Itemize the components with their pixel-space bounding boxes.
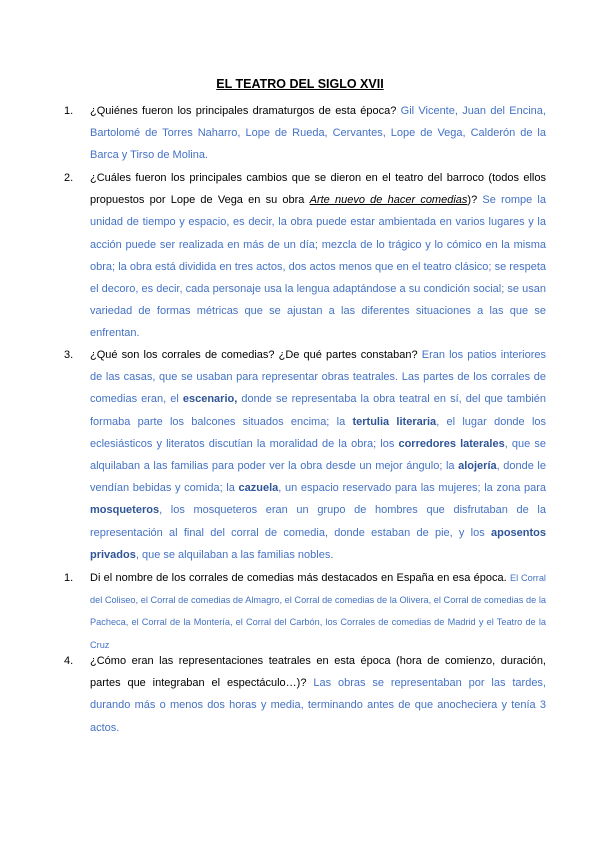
answer-part: Eran los patios interiores de las casas, que se usaban para representar obras teatrales. Las partes de los corrales de comedias eran, el — [90, 349, 547, 406]
question-text: ¿Qué son los corrales de comedias? ¿De qué partes constaban? — [90, 349, 418, 361]
question-body — [90, 650, 546, 739]
answer-text: Las obras se representaban por las tardes, durando más o menos dos horas y media, terminando antes de que anocheciera y tenía 3 actos. — [90, 677, 546, 734]
page-title: EL TEATRO DEL SIGLO XVII — [216, 77, 384, 91]
answer-text: El Corral del Coliseo, el Corral de comedias de Almagro, el Corral de comedias de la Olivera, el Corral de comedias de la Pacheca, el Corral de la Montería, el Corral del Carbón, los Corrales de comedias de Madrid y el Teatro de la Cruz — [90, 573, 546, 650]
term-escenario: escenario, — [182, 393, 238, 406]
question-number: 3. — [64, 349, 74, 361]
question-body — [90, 567, 546, 656]
question-item — [64, 167, 546, 345]
question-text-end: )? — [467, 194, 478, 207]
answer-part: donde se representaba la obra teatral en sí, del que también formaba parte los balcones situados encima; la — [90, 393, 546, 428]
answer-text — [90, 349, 546, 561]
term-tertulia: tertulia literaria — [352, 415, 437, 428]
question-number: 1. — [64, 572, 74, 584]
answer-text: Se rompe la unidad de tiempo y espacio, es decir, la obra puede estar ambientada en varios lugares y la acción puede ser realizada en más de un día; mezcla de lo trágico y lo cómico en la misma obra; la obra está dividida en tres actos, dos actos menos que en el teatro clásico; se respeta el decoro, es decir, cada personaje usa la lengua adaptándose a su condición social; se usan variedad de formas métricas que se ajustan a las diferentes situaciones a las que se enfrentan. — [90, 194, 546, 340]
term-corredores: corredores laterales — [398, 437, 505, 450]
answer-part: , donde le vendían bebidas y comida; la — [90, 460, 546, 495]
term-mosqueteros: mosqueteros — [90, 504, 160, 517]
work-title: Arte nuevo de hacer comedias — [309, 194, 468, 207]
answer-part: , el lugar donde los eclesiásticos y literatos discutían la moralidad de la obra; los — [90, 415, 547, 450]
answer-part: , que se alquilaban a las familias nobles. — [135, 548, 334, 561]
term-aposentos: aposentos privados — [90, 526, 546, 561]
question-number: 1. — [64, 105, 74, 117]
term-alojeria: alojería — [458, 460, 497, 473]
question-text: ¿Cómo eran las representaciones teatrales en esta época (hora de comienzo, duración, partes que integraban el espectáculo…)? — [90, 655, 546, 690]
question-text: Di el nombre de los corrales de comedias más destacados en España en esa época. — [90, 572, 507, 584]
answer-part: , los mosqueteros eran un grupo de hombres que disfrutaban de la representación al final del corral de comedia, donde estaban de pie, y los — [90, 504, 546, 539]
question-number: 4. — [64, 655, 74, 667]
question-number: 2. — [64, 172, 74, 184]
question-body — [90, 100, 546, 167]
question-body — [90, 167, 546, 345]
question-text: ¿Cuáles fueron los principales cambios que se dieron en el teatro del barroco (todos ellos propuestos por Lope de Vega en su obra — [90, 172, 546, 207]
answer-part: , que se alquilaban a las familias para poder ver la obra desde un mejor ángulo; la — [90, 437, 546, 473]
question-text: ¿Quiénes fueron los principales dramaturgos de esta época? — [90, 105, 397, 117]
question-item — [64, 100, 546, 167]
question-item — [64, 344, 546, 566]
answer-part: , un espacio reservado para las mujeres; la zona para — [278, 482, 546, 495]
question-item — [64, 650, 546, 739]
question-body — [90, 344, 546, 566]
question-item — [64, 567, 546, 656]
term-cazuela: cazuela — [238, 482, 279, 495]
answer-text: Gil Vicente, Juan del Encina, Bartolomé de Torres Naharro, Lope de Rueda, Cervantes, Lope de Vega, Calderón de la Barca y Tirso de Molina. — [90, 105, 546, 162]
